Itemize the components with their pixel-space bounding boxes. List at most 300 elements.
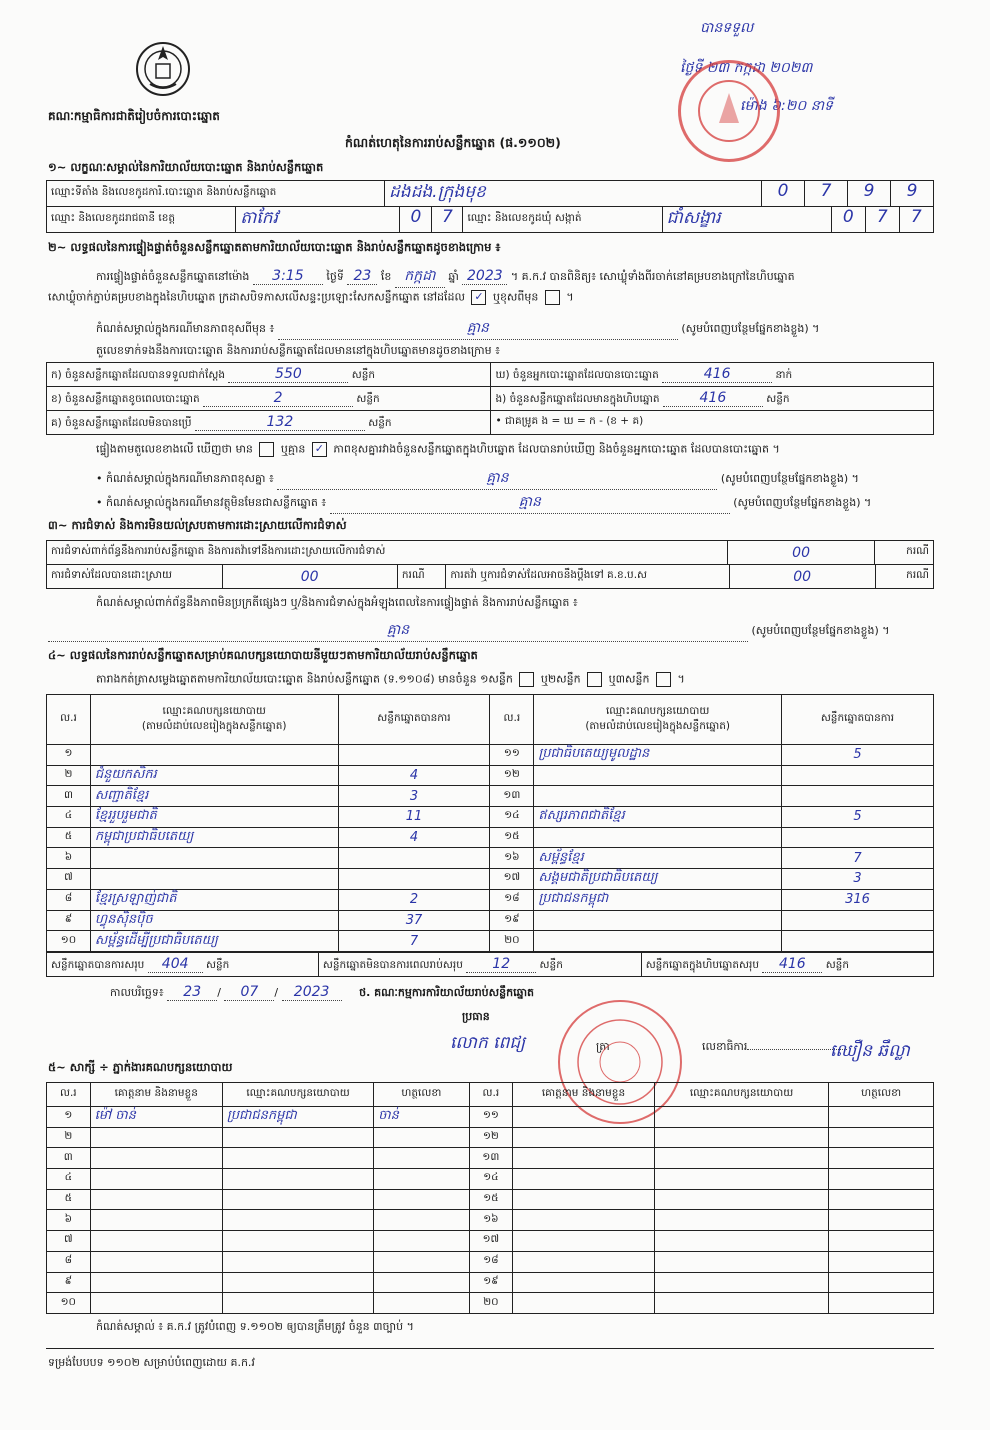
date-year: 2023	[282, 984, 342, 1001]
witness-row	[47, 1169, 934, 1190]
right-party: ប្រជាធិបតេយ្យមូលដ្ឋាន	[534, 745, 782, 766]
left-party	[90, 848, 338, 869]
witness-row	[47, 1148, 934, 1169]
right-no: ១៧	[490, 869, 534, 890]
w-col-party: ឈ្មោះគណបក្សនយោបាយ	[222, 1083, 373, 1107]
invalid-note	[96, 492, 871, 514]
count-label: ង) ចំនួនសន្លឹកឆ្នោតដែលមានក្នុងហិបឆ្នោត	[495, 392, 660, 405]
secretary-label-text: លេខាធិការ	[702, 1040, 748, 1053]
commune-code-digit: 7	[865, 207, 899, 232]
left-no: ៦	[47, 848, 91, 869]
w-left-sign	[374, 1169, 469, 1190]
invalid-suffix: (សូមបំពេញបន្ថែមផ្នែកខាងខ្លួង) ។	[733, 496, 872, 509]
left-party: សញ្ជាតិខ្មែរ	[90, 786, 338, 807]
province-code	[400, 207, 463, 233]
w-left-sign	[374, 1293, 469, 1314]
right-votes: 316	[781, 889, 933, 910]
same-checkbox[interactable]: ✓	[471, 290, 486, 305]
secretary-label	[702, 1040, 847, 1056]
count-value: 132	[195, 414, 365, 431]
w-left-name	[90, 1169, 222, 1190]
w-left-party	[222, 1210, 373, 1231]
note-suffix: (សូមបំពេញបន្ថែមផ្នែកខាងខ្លួង) ។	[681, 322, 820, 335]
w-col-party: ឈ្មោះគណបក្សនយោបាយ	[654, 1083, 829, 1107]
w-col-name: គោត្តនាម និងនាមខ្លួន	[513, 1083, 655, 1107]
total-valid-label: សន្លឹកឆ្នោតបានការសរុប	[51, 958, 145, 971]
counts-row	[47, 411, 934, 435]
col-no: ល.រ	[47, 695, 91, 745]
right-no: ១២	[490, 765, 534, 786]
section1-table-row2	[46, 206, 934, 233]
footer-note: កំណត់សម្គាល់ ៖ គ.ក.វ ត្រូវបំពេញ ទ.១១០២ ឲ្យបានត្រឹមត្រូវ ចំនួន ៣ច្បាប់ ។	[96, 1320, 414, 1333]
section4-intro: តារាងកត់ត្រាសម្លេងឆ្នោតតាមការិយាល័យបោះឆ្នោត និងរាប់សន្លឹកឆ្នោត (ទ.១១០៨) មានចំនួន ១សន្លឹក ឬ២សន្លឹក ឬ៣សន្លឹក ។	[96, 672, 685, 686]
left-no: ៧	[47, 869, 91, 890]
witness-row	[47, 1210, 934, 1231]
col-party-title: ឈ្មោះគណបក្សនយោបាយ	[162, 704, 266, 717]
col-party	[534, 695, 782, 745]
w-left-no: ២	[47, 1127, 91, 1148]
w-left-party	[222, 1231, 373, 1252]
w-left-sign	[374, 1251, 469, 1272]
w-col-no: ល.រ	[469, 1083, 513, 1107]
col-no: ល.រ	[490, 695, 534, 745]
votes-table	[46, 694, 934, 952]
w-right-no: ១៦	[469, 1210, 513, 1231]
footer-divider	[46, 1348, 934, 1349]
line1e: ។ គ.ក.វ បានពិនិត្យ៖ សោឃ្លុំទាំងពីរចាក់នៅគម្របខាងក្រៅនៃហិបឆ្នោត	[510, 270, 795, 283]
w-right-sign	[829, 1189, 934, 1210]
section2-heading: ២~ លទ្ធផលនៃការផ្ទៀងផ្ទាត់ចំនួនសន្លឹកឆ្នោតតាមការិយាល័យបោះឆ្នោត និងរាប់សន្លឹកឆ្នោតដូចខាងក្រោម ៖	[48, 240, 501, 254]
count-value: 416	[663, 390, 763, 407]
w-left-no: ៧	[47, 1231, 91, 1252]
col-votes: សន្លឹកឆ្នោតបានការ	[781, 695, 933, 745]
count-value: 550	[228, 366, 348, 383]
count-value: 416	[662, 366, 772, 383]
witness-body	[47, 1107, 934, 1314]
right-no: ១៥	[490, 827, 534, 848]
commission-name: គណៈកម្មាធិការជាតិរៀបចំការបោះឆ្នោត	[48, 109, 220, 123]
commune-code-digit: 7	[899, 207, 933, 232]
votes-body	[47, 745, 934, 952]
w-left-party	[222, 1272, 373, 1293]
right-votes	[781, 910, 933, 931]
count-label: ឃ) ចំនួនអ្នកបោះឆ្នោតដែលបានបោះឆ្នោត	[495, 368, 659, 381]
section2-line1	[96, 266, 936, 288]
section4-intro-text: តារាងកត់ត្រាសម្លេងឆ្នោតតាមការិយាល័យបោះឆ្នោត និងរាប់សន្លឹកឆ្នោត (ទ.១១០៨) មានចំនួន ១សន្លឹក	[96, 672, 513, 686]
w-right-sign	[829, 1210, 934, 1231]
counts-row	[47, 387, 934, 411]
formula-label: • ជាគម្រូគ ង = ឃ = ក - (ខ + គ)	[495, 415, 644, 427]
line1b: ថ្ងៃទី	[326, 270, 344, 283]
w-left-name	[90, 1231, 222, 1252]
section3-heading: ៣~ ការជំទាស់ និងការមិនយល់ស្របតាមការដោះស្រាយលើការជំទាស់	[48, 518, 347, 532]
commune-label: ឈ្មោះ និងលេខកូដឃុំ សង្កាត់	[463, 207, 662, 233]
section2-line2: សោឃ្លុំចាក់ភ្ជាប់គម្របខាងក្នុងនៃហិបឆ្នោត ក្រដាសបិទភាសលើសន្ទះប្រឡោះសែកសន្លឹកឆ្នោត នៅដដែល ✓ ឬខុសពីមុន ។	[48, 290, 574, 304]
left-no: ២	[47, 765, 91, 786]
line1d: ឆ្នាំ	[448, 270, 459, 283]
w-right-sign	[829, 1293, 934, 1314]
counts-table	[46, 362, 934, 435]
different-checkbox[interactable]	[545, 290, 560, 305]
w-left-no: ៩	[47, 1272, 91, 1293]
right-votes	[781, 765, 933, 786]
w-left-name	[90, 1148, 222, 1169]
left-votes: 7	[338, 931, 490, 952]
line1a: ការផ្ទៀងផ្ទាត់ចំនួនសន្លឹកឆ្នោតនៅម៉ោង	[96, 270, 250, 283]
votes-row	[47, 765, 934, 786]
w-left-no: ៦	[47, 1210, 91, 1231]
votes-row	[47, 910, 934, 931]
province-label: ឈ្មោះ និងលេខកូដរាជធានី ខេត្ត	[47, 207, 236, 233]
total-invalid-unit: សន្លឹក	[539, 958, 563, 971]
w-left-name	[90, 1127, 222, 1148]
left-votes	[338, 848, 490, 869]
objection-unit: ករណី	[875, 541, 934, 565]
w-right-sign	[829, 1127, 934, 1148]
w-left-no: ៤	[47, 1169, 91, 1190]
station-value: ដងដង.ក្រុងមុខ	[385, 181, 762, 207]
left-party: ជំនួយកសិករ	[90, 765, 338, 786]
w-left-sign: ចាន់	[374, 1107, 469, 1128]
objection-label: ការជំទាស់ពាក់ព័ន្ធនឹងការរាប់សន្លឹកឆ្នោត និងការតវ៉ាទៅនឹងការដោះស្រាយលើការជំទាស់	[47, 541, 728, 565]
w-right-name	[513, 1251, 655, 1272]
right-votes: 5	[781, 807, 933, 828]
right-votes	[781, 827, 933, 848]
left-votes: 4	[338, 827, 490, 848]
votes-row	[47, 848, 934, 869]
w-right-no: ១១	[469, 1107, 513, 1128]
w-right-no: ១៤	[469, 1169, 513, 1190]
left-no: ៤	[47, 807, 91, 828]
invalid-value: គ្មាន	[330, 492, 730, 514]
w-right-party	[654, 1293, 829, 1314]
right-party: ឥស្សរភាពជាតិខ្មែរ	[534, 807, 782, 828]
w-right-sign	[829, 1169, 934, 1190]
right-party	[534, 931, 782, 952]
w-right-name	[513, 1293, 655, 1314]
year-value: 2023	[462, 268, 507, 285]
w-col-sign: ហត្ថលេខា	[829, 1083, 934, 1107]
witness-row	[47, 1127, 934, 1148]
footer-form-code: ទម្រង់បែបបទ ១១០២ សម្រាប់បំពេញដោយ គ.ក.វ	[48, 1356, 255, 1369]
left-no: ៨	[47, 889, 91, 910]
total-box-value: 416	[762, 956, 822, 973]
diff-suffix: (សូមបំពេញបន្ថែមផ្នែកខាងខ្លួង) ។	[720, 472, 859, 485]
left-votes: 4	[338, 765, 490, 786]
no-diff-checkbox[interactable]: ✓	[312, 442, 327, 457]
total-valid-value: 404	[148, 956, 203, 973]
w-col-name: គោត្តនាម និងនាមខ្លួន	[90, 1083, 222, 1107]
w-left-name: ម៉ៅ ចាន់	[90, 1107, 222, 1128]
witness-row	[47, 1272, 934, 1293]
w-left-party	[222, 1169, 373, 1190]
month-value: កក្កដា	[395, 266, 445, 288]
note-label: កំណត់សម្គាល់ក្នុងករណីមានភាពខុសពីមុន ៖	[96, 322, 275, 335]
w-right-sign	[829, 1107, 934, 1128]
right-no: ២០	[490, 931, 534, 952]
w-right-no: ១៣	[469, 1148, 513, 1169]
right-party	[534, 910, 782, 931]
total-invalid-label: សន្លឹកឆ្នោតមិនបានការពេលរាប់សរុប	[322, 958, 463, 971]
w-left-no: ១	[47, 1107, 91, 1128]
chief-signature: លោក​ ពេជ្យ	[450, 1033, 526, 1053]
has-diff-checkbox[interactable]	[259, 442, 274, 457]
form-title: កំណត់ហេតុនៃការរាប់សន្លឹកឆ្នោត (ផ.១១០២)	[345, 135, 561, 150]
left-no: ៩	[47, 910, 91, 931]
count-unit: សន្លឹក	[368, 416, 392, 429]
station-label: ឈ្មោះទីតាំង និងលេខកូដការិ.បោះឆ្នោត និងរាប់សន្លឹកឆ្នោត	[47, 181, 385, 207]
col-party-sub: (តាមលំដាប់លេខរៀងក្នុងសន្លឹកឆ្នោត)	[141, 719, 287, 732]
votes-row	[47, 931, 934, 952]
witness-row	[47, 1189, 934, 1210]
witness-table	[46, 1082, 934, 1314]
w-right-party	[654, 1231, 829, 1252]
w-right-party	[654, 1148, 829, 1169]
appeal-value: 00	[729, 565, 875, 589]
time-value: 3:15	[253, 268, 323, 285]
line2: សោឃ្លុំចាក់ភ្ជាប់គម្របខាងក្នុងនៃហិបឆ្នោត ក្រដាសបិទភាសលើសន្ទះប្រឡោះសែកសន្លឹកឆ្នោត នៅដដែល	[48, 290, 465, 304]
section1-heading: ១~ លក្ខណៈសម្គាល់នៃការិយាល័យបោះឆ្នោត និងរាប់សន្លឹកឆ្នោត	[48, 160, 324, 174]
count-unit: នាក់	[775, 368, 793, 381]
appeal-label: ការតវ៉ា ឬការជំទាស់ដែលអាចនឹងប្តឹងទៅ គ.ខ.ប.ស	[446, 565, 729, 589]
received-note: បានទទួល	[700, 20, 754, 36]
invalid-label: • កំណត់សម្គាល់ក្នុងករណីមានវត្ថុមិនមែនជាសន្លឹកឆ្នោត ៖	[96, 496, 327, 509]
w-right-party	[654, 1169, 829, 1190]
w-right-no: ២០	[469, 1293, 513, 1314]
date-line: កាលបរិច្ឆេទ៖ 23 / 07 / 2023 ថ. គណៈកម្មការការិយាល័យរាប់សន្លឹកឆ្នោត	[110, 984, 535, 1000]
w-left-no: ៨	[47, 1251, 91, 1272]
left-votes: 2	[338, 889, 490, 910]
w-right-name	[513, 1210, 655, 1231]
witness-row	[47, 1251, 934, 1272]
w-left-party	[222, 1148, 373, 1169]
w-right-sign	[829, 1231, 934, 1252]
votes-row	[47, 827, 934, 848]
right-party	[534, 786, 782, 807]
date-label: កាលបរិច្ឆេទ៖	[110, 986, 164, 999]
col-votes: សន្លឹកឆ្នោតបានការ	[338, 695, 490, 745]
received-date: ថ្ងៃទី ២៣ កក្កដា ២០២៣	[680, 60, 813, 76]
note-value: គ្មាន	[278, 318, 678, 340]
section4-heading: ៤~ លទ្ធផលនៃការរាប់សន្លឹកឆ្នោតសម្រាប់គណបក្សនយោបាយនីមួយៗតាមការិយាល័យរាប់សន្លឹកឆ្នោត	[48, 648, 478, 662]
votes-row	[47, 786, 934, 807]
col-party	[90, 695, 338, 745]
left-party	[90, 745, 338, 766]
official-stamp-top	[678, 60, 780, 162]
commune-value: ជាំសង្ខារ	[662, 207, 831, 233]
votes-row	[47, 889, 934, 910]
resolved-label: ការជំទាស់ដែលបានដោះស្រាយ	[47, 565, 223, 589]
right-no: ១៦	[490, 848, 534, 869]
two-sheet-label: ឬ២សន្លឹក	[540, 672, 581, 686]
w-left-no: ៣	[47, 1148, 91, 1169]
section1-table	[46, 180, 934, 207]
commune-code-digit: 0	[842, 207, 854, 227]
province-code-digit: 7	[431, 207, 462, 232]
left-party: ខ្មែររួបរួមជាតិ	[90, 807, 338, 828]
w-right-party	[654, 1272, 829, 1293]
compare-text: ផ្ទៀងតាមតួលេខខាងលើ ឃើញថា មាន	[96, 442, 253, 456]
right-party	[534, 765, 782, 786]
total-valid-unit: សន្លឹក	[206, 958, 230, 971]
section3-note-value: គ្មាន	[48, 620, 748, 642]
right-party: ប្រជាជនកម្ពុជា	[534, 889, 782, 910]
w-left-name	[90, 1251, 222, 1272]
objection-value: 00	[727, 541, 874, 565]
right-no: ១៣	[490, 786, 534, 807]
w-right-name	[513, 1272, 655, 1293]
right-votes	[781, 931, 933, 952]
w-left-sign	[374, 1272, 469, 1293]
w-right-sign	[829, 1272, 934, 1293]
w-left-sign	[374, 1148, 469, 1169]
w-col-sign: ហត្ថលេខា	[374, 1083, 469, 1107]
w-left-sign	[374, 1127, 469, 1148]
left-votes: 11	[338, 807, 490, 828]
left-party: សម្ព័ន្ធដើម្បីប្រជាធិបតេយ្យ	[90, 931, 338, 952]
right-party: សង្គមជាតិប្រជាធិបតេយ្យ	[534, 869, 782, 890]
count-label: ខ) ចំនួនសន្លឹកឆ្នោតខូចពេលបោះឆ្នោត	[51, 392, 200, 405]
w-left-no: ១០	[47, 1293, 91, 1314]
votes-row	[47, 807, 934, 828]
w-right-no: ១៥	[469, 1189, 513, 1210]
w-right-party	[654, 1189, 829, 1210]
resolved-unit: ករណី	[397, 565, 446, 589]
count-value: 2	[203, 390, 353, 407]
section5-heading: ៥~ សាក្សី ÷ ភ្នាក់ងារគណបក្សនយោបាយ	[48, 1060, 233, 1074]
left-no: ៥	[47, 827, 91, 848]
total-box-label: សន្លឹកឆ្នោតក្នុងហិបឆ្នោតសរុប	[645, 958, 759, 971]
diff-label: • កំណត់សម្គាល់ក្នុងករណីមានភាពខុសគ្នា ៖	[96, 472, 274, 485]
count-unit: សន្លឹក	[356, 392, 380, 405]
right-party: សម្ព័ន្ធខ្មែរ	[534, 848, 782, 869]
section3-note-label: កំណត់សម្គាល់ពាក់ព័ន្ធនឹងភាពមិនប្រក្រតីផ្សេងៗ ឬ/និងការជំទាស់ក្នុងអំឡុងពេលនៃការផ្ទៀងផ្ទាត់ និងការរាប់សន្លឹកឆ្នោត ៖	[96, 596, 578, 609]
date-day: 23	[167, 984, 217, 1001]
count-label: ក) ចំនួនសន្លឹកឆ្នោតដែលបានទទួលជាក់ស្តែង	[51, 368, 226, 381]
committee-label: ថ. គណៈកម្មការការិយាល័យរាប់សន្លឹកឆ្នោត	[359, 986, 535, 999]
three-sheet-checkbox[interactable]	[656, 672, 671, 687]
date-month: 07	[224, 984, 274, 1001]
w-left-party	[222, 1189, 373, 1210]
day-value: 23	[347, 268, 377, 285]
right-no: ១៨	[490, 889, 534, 910]
province-value: តាកែវ	[236, 207, 400, 233]
w-left-sign	[374, 1189, 469, 1210]
section3-note	[48, 620, 890, 642]
left-votes: 37	[338, 910, 490, 931]
section2-intro: តួលេខទាក់ទងនឹងការបោះឆ្នោត និងការរាប់សន្លឹកឆ្នោតដែលមាននៅក្នុងហិបឆ្នោតមានដូចខាងក្រោម ៖	[96, 344, 500, 357]
votes-row	[47, 745, 934, 766]
line2b: ឬខុសពីមុន	[492, 290, 539, 304]
royal-emblem-icon	[130, 40, 196, 98]
one-sheet-checkbox[interactable]	[519, 672, 534, 687]
w-right-name	[513, 1148, 655, 1169]
received-time: ម៉ោង ៦:២០ នាទី	[740, 98, 833, 114]
diff-value: គ្មាន	[277, 468, 717, 490]
left-votes	[338, 745, 490, 766]
left-votes: 3	[338, 786, 490, 807]
w-right-party	[654, 1251, 829, 1272]
station-code-digit: 0	[777, 181, 789, 201]
w-left-sign	[374, 1231, 469, 1252]
stamp-label: ត្រា	[596, 1040, 610, 1053]
right-no: ១៩	[490, 910, 534, 931]
w-right-no: ១២	[469, 1127, 513, 1148]
two-sheet-checkbox[interactable]	[587, 672, 602, 687]
commune-code	[831, 207, 933, 233]
province-code-digit: 0	[410, 207, 422, 227]
w-right-name	[513, 1231, 655, 1252]
count-unit: សន្លឹក	[766, 392, 790, 405]
witness-row	[47, 1231, 934, 1252]
left-party	[90, 869, 338, 890]
chief-label: ប្រធាន	[462, 1010, 490, 1023]
total-box-unit: សន្លឹក	[825, 958, 850, 971]
w-right-no: ១៧	[469, 1231, 513, 1252]
w-col-no: ល.រ	[47, 1083, 91, 1107]
right-votes: 7	[781, 848, 933, 869]
objections-table-row2	[46, 564, 934, 589]
w-left-name	[90, 1293, 222, 1314]
w-right-sign	[829, 1148, 934, 1169]
w-left-name	[90, 1210, 222, 1231]
left-no: ១០	[47, 931, 91, 952]
w-right-sign	[829, 1251, 934, 1272]
w-right-name	[513, 1169, 655, 1190]
w-left-name	[90, 1272, 222, 1293]
left-no: ១	[47, 745, 91, 766]
compare-c: ភាពខុសគ្នារវាងចំនួនសន្លឹកឆ្នោតក្នុងហិបឆ្នោត ដែលបានរាប់ឃើញ និងចំនួនអ្នកបោះឆ្នោត ដែលបានបោះឆ្នោត ។	[333, 442, 780, 456]
section2-note	[96, 318, 936, 340]
resolved-value: 00	[222, 565, 397, 589]
count-label: គ) ចំនួនសន្លឹកឆ្នោតដែលមិនបានប្រើ	[51, 416, 192, 429]
w-right-party	[654, 1107, 829, 1128]
w-right-name	[513, 1127, 655, 1148]
total-invalid-value: 12	[466, 956, 536, 973]
w-left-party	[222, 1127, 373, 1148]
station-code-digit: 9	[890, 181, 933, 206]
w-right-no: ១៨	[469, 1251, 513, 1272]
totals-table	[46, 952, 934, 977]
w-right-party	[654, 1127, 829, 1148]
right-votes	[781, 786, 933, 807]
right-no: ១៤	[490, 807, 534, 828]
w-left-name	[90, 1189, 222, 1210]
w-left-sign	[374, 1210, 469, 1231]
witness-row	[47, 1293, 934, 1314]
votes-row	[47, 869, 934, 890]
left-party: ខ្មែរស្រឡាញ់ជាតិ	[90, 889, 338, 910]
left-party: កម្ពុជាប្រជាធិបតេយ្យ	[90, 827, 338, 848]
objections-table	[46, 540, 934, 565]
compare-b: ឬគ្មាន	[280, 442, 306, 456]
section3-note-suffix: (សូមបំពេញបន្ថែមផ្នែកខាងខ្លួង) ។	[751, 624, 890, 637]
witness-row	[47, 1107, 934, 1128]
w-right-name	[513, 1107, 655, 1128]
three-sheet-label: ឬ៣សន្លឹក	[608, 672, 650, 686]
diff-note	[96, 468, 859, 490]
appeal-unit: ករណី	[875, 565, 933, 589]
station-code-digit: 9	[847, 181, 890, 206]
station-code-digit: 7	[804, 181, 847, 206]
col-party-sub: (តាមលំដាប់លេខរៀងក្នុងសន្លឹកឆ្នោត)	[585, 719, 730, 732]
col-party-title: ឈ្មោះគណបក្សនយោបាយ	[605, 704, 710, 717]
left-votes	[338, 869, 490, 890]
right-votes: 5	[781, 745, 933, 766]
w-left-party	[222, 1293, 373, 1314]
right-party	[534, 827, 782, 848]
w-left-no: ៥	[47, 1189, 91, 1210]
